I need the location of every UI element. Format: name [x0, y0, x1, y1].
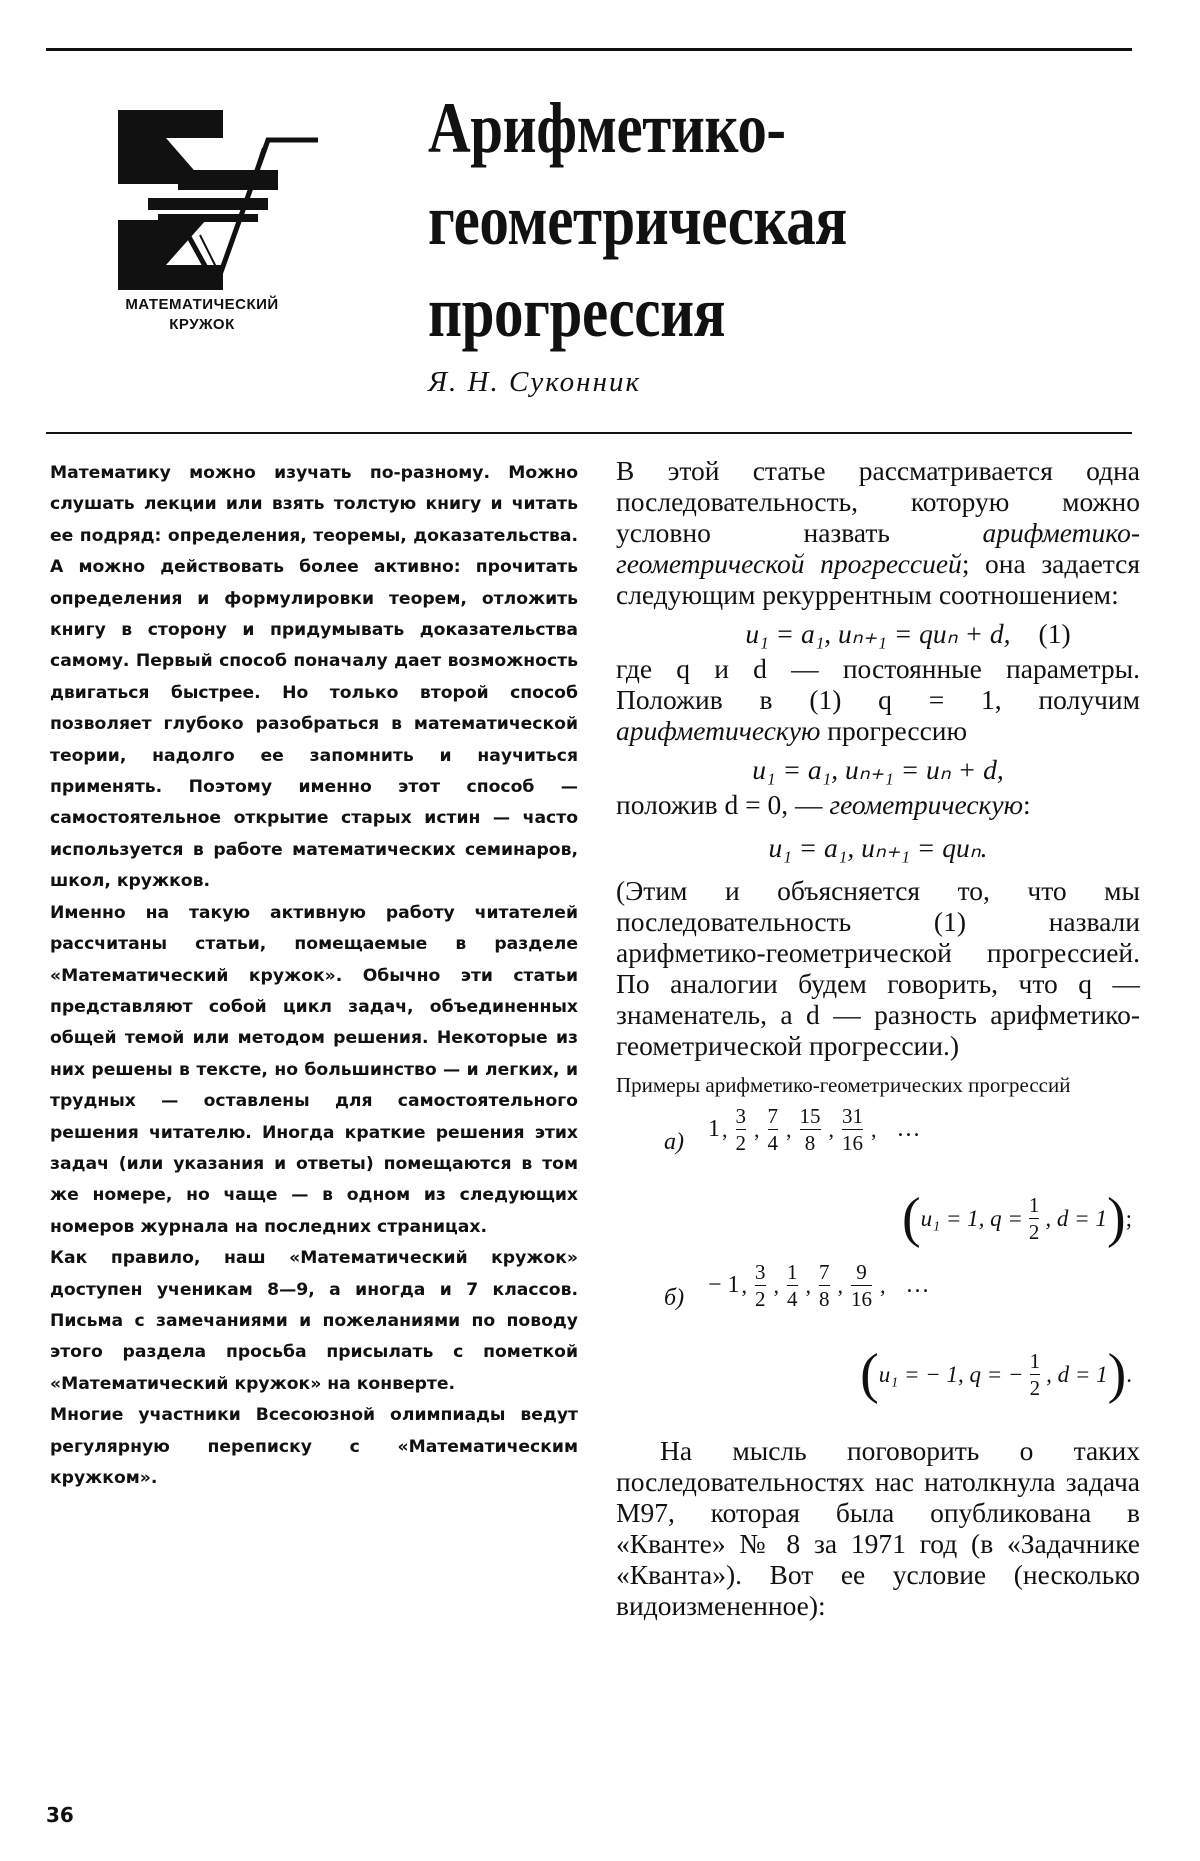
sequence-term: − 1: [708, 1272, 740, 1298]
numerator: 1: [1028, 1192, 1040, 1217]
examples-intro: Примеры арифметико-геометрических прогрессий: [616, 1073, 1071, 1097]
fraction-term: [842, 1103, 863, 1156]
intro-paragraph: Как правило, наш «Математический кружок» доступен ученикам 8—9, а иногда и 7 классов. Письма с замечаниями и пожеланиями по поводу этого раздела просьба присылать с пометкой «Математический кружок» на конверте.: [50, 1248, 578, 1394]
sequence-terms: − 1 , $\frac{3}{2}$ , $\frac{1}{4}$ , $\frac{7}{8}$ , $\frac{9}{16}$ , …: [708, 1260, 930, 1311]
body-paragraph: [616, 653, 1140, 746]
denominator: 2: [755, 1287, 766, 1311]
body-paragraph: На мысль поговорить о таких последовательностях нас натолкнула задача М97, которая была опубликована в «Кванте» № 8 за 1971 год (в «Задачнике «Кванта»). Вот ее условие (несколько видоизмененное):: [616, 1435, 1140, 1621]
denominator: 2: [1029, 1375, 1041, 1400]
denominator: 4: [767, 1131, 778, 1155]
example-b-parameters: ( u₁ = − 1, q = − $\frac{1}{2}$ , d = 1 ) .: [860, 1343, 1132, 1405]
section-label-line2: КРУЖОК: [169, 316, 235, 333]
fraction-term: [1030, 1348, 1041, 1401]
numerator: 31: [842, 1104, 863, 1128]
formula-text: u₁ = a₁, uₙ₊₁ = quₙ + d,: [745, 618, 1011, 649]
term-italic: геометрическую: [829, 789, 1024, 820]
numerator: 7: [819, 1260, 830, 1284]
ellipsis: …: [896, 1116, 921, 1142]
numerator: 9: [856, 1260, 867, 1284]
denominator: 2: [1028, 1219, 1040, 1244]
body-text: где q и d — постоянные параметры. Положив в (1) q = 1, получим: [616, 653, 1140, 715]
body-paragraph: [616, 455, 1140, 610]
intro-paragraph: Именно на такую активную работу читателей рассчитаны статьи, помещаемые в разделе «Математический кружок». Обычно эти статьи представляют собой цикл задач, объединенных общей темой или методом решения. Некоторые из них решены в тексте, но большинство — и легких, и трудных — оставлены для самостоятельного решения читателю. Иногда краткие решения этих задач (или указания и ответы) помещаются в том же номере, но чаще — в одном из следующих номеров журнала на последних страницах.: [50, 902, 578, 1237]
section-label: [92, 295, 312, 335]
body-text: прогрессию: [820, 715, 968, 746]
example-label: а): [664, 1129, 684, 1155]
condition-text: u₁ = − 1, q = −: [878, 1361, 1024, 1387]
term-italic: арифметико-геометрической прогрессией: [616, 517, 1140, 579]
section-label-line1: МАТЕМАТИЧЕСКИЙ: [125, 296, 279, 313]
sequence-terms: 1 , $\frac{3}{2}$ , $\frac{7}{4}$ , $\frac{15}{8}$ , $\frac{31}{16}$ , …: [708, 1104, 921, 1155]
body-paragraph: [616, 789, 1140, 820]
body-text: ; она задается следующим рекуррентным соотношением:: [616, 548, 1141, 610]
numerator: 7: [767, 1104, 778, 1128]
formula-text: u₁ = a₁, uₙ₊₁ = quₙ.: [768, 832, 988, 863]
sigma-logo-icon: [118, 110, 318, 290]
formula-2: [616, 754, 1140, 785]
body-text: :: [1023, 789, 1031, 820]
numerator: 1: [1029, 1348, 1041, 1373]
formula-text: u₁ = a₁, uₙ₊₁ = uₙ + d,: [752, 754, 1004, 785]
sequence-term: 1: [708, 1116, 720, 1142]
fraction-term: [819, 1259, 830, 1312]
title-line3: прогрессия: [428, 272, 726, 352]
body-text: В этой статье рассматривается одна последовательность, которую можно условно назвать: [616, 455, 1140, 548]
example-a-parameters: ( u₁ = 1, q = $\frac{1}{2}$ , d = 1 ) ;: [901, 1187, 1132, 1249]
body-paragraph: (Этим и объясняется то, что мы последовательность (1) назвали арифметико-геометрической прогрессией. По аналогии будем говорить, что q — знаменатель, а d — разность арифметико-геометрической прогрессии.): [616, 875, 1140, 1061]
body-text: положив d = 0, —: [616, 789, 830, 820]
header-rule: [46, 432, 1132, 434]
numerator: 3: [755, 1260, 766, 1284]
term-italic: арифметическую: [616, 715, 821, 746]
title-line1: Арифметико-: [428, 88, 786, 168]
ellipsis: …: [905, 1272, 930, 1298]
title-line2: геометрическая: [428, 180, 847, 260]
article-body: [616, 455, 1140, 1621]
intro-paragraph: Многие участники Всесоюзной олимпиады ведут регулярную переписку с «Математическим кружком».: [50, 1405, 578, 1488]
fraction-term: [800, 1103, 821, 1156]
denominator: 8: [804, 1131, 816, 1155]
denominator: 2: [735, 1131, 746, 1155]
condition-text: , d = 1: [1045, 1205, 1107, 1231]
example-b-sequence: [616, 1253, 1140, 1339]
formula-1: [616, 618, 1140, 649]
fraction-term: [1029, 1192, 1040, 1245]
equation-number: (1): [1038, 618, 1071, 649]
denominator: 8: [819, 1287, 830, 1311]
example-label: б): [664, 1285, 685, 1311]
example-a-sequence: [616, 1097, 1140, 1183]
condition-text: u₁ = 1, q =: [920, 1205, 1023, 1231]
fraction-term: [787, 1259, 798, 1312]
fraction-term: [736, 1103, 747, 1156]
condition-punct: ;: [1125, 1205, 1132, 1231]
denominator: 16: [842, 1131, 863, 1155]
editorial-intro: [50, 458, 578, 1494]
denominator: 16: [851, 1287, 873, 1311]
intro-paragraph: Математику можно изучать по-разному. Можно слушать лекции или взять толстую книгу и читать ее подряд: определения, теоремы, доказательства. А можно действовать более активно: прочитать определения и формулировки теорем, отложить книгу в сторону и придумывать доказательства самому. Первый способ поначалу дает возможность двигаться быстрее. Но только второй способ позволяет глубоко разобраться в математической теории, надолго ее запомнить и научиться применять. Поэтому именно этот способ — самостоятельное открытие старых истин — часто используется в работе математических семинаров, школ, кружков.: [50, 463, 578, 892]
fraction-term: [768, 1103, 779, 1156]
top-rule: [46, 48, 1132, 51]
numerator: 1: [787, 1260, 798, 1284]
formula-3: [616, 832, 1140, 863]
numerator: 15: [799, 1104, 821, 1128]
fraction-term: [851, 1259, 872, 1312]
fraction-term: [755, 1259, 766, 1312]
numerator: 3: [735, 1104, 746, 1128]
condition-text: , d = 1: [1046, 1361, 1108, 1387]
condition-punct: .: [1126, 1361, 1132, 1387]
article-title: [428, 82, 1002, 358]
author-name: Я. Н. Суконник: [428, 366, 642, 398]
denominator: 4: [787, 1287, 798, 1311]
page-number: 36: [46, 1803, 74, 1827]
